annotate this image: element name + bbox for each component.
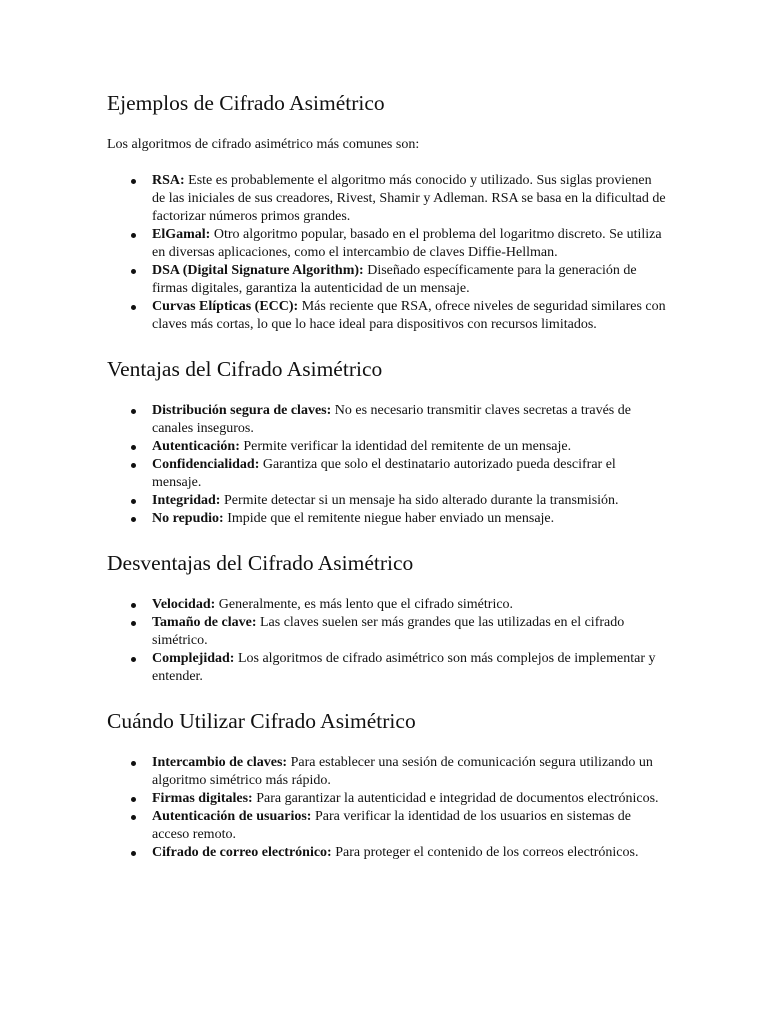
item-term: Complejidad: <box>152 651 235 666</box>
section-heading: Cuándo Utilizar Cifrado Asimétrico <box>107 709 416 733</box>
list-item <box>152 808 667 844</box>
item-text: Permite verificar la identidad del remitente de un mensaje. <box>239 439 572 454</box>
item-text: Para verificar la identidad de los usuarios en sistemas de acceso remoto. <box>152 809 632 842</box>
section-desventajas <box>107 548 667 686</box>
item-text: Para establecer una sesión de comunicación segura utilizando un algoritmo simétrico más rápido. <box>152 755 653 788</box>
item-term: Autenticación de usuarios: <box>152 809 312 824</box>
item-term: Intercambio de claves: <box>152 755 288 770</box>
list-item <box>152 510 667 528</box>
bullet-list <box>107 172 667 334</box>
item-text: Garantiza que solo el destinatario autorizado pueda descifrar el mensaje. <box>152 457 616 490</box>
bullet-list <box>107 754 667 862</box>
item-text: Otro algoritmo popular, basado en el problema del logaritmo discreto. Se utiliza en diversas aplicaciones, como el intercambio de claves Diffie-Hellman. <box>152 227 662 260</box>
item-text: Los algoritmos de cifrado asimétrico son más complejos de implementar y entender. <box>152 651 656 684</box>
item-term: Distribución segura de claves: <box>152 403 332 418</box>
bullet-list <box>107 596 667 686</box>
list-item <box>152 438 667 456</box>
item-term: Curvas Elípticas (ECC): <box>152 299 299 314</box>
section-ventajas <box>107 354 667 528</box>
item-term: Autenticación: <box>152 439 240 454</box>
list-item <box>152 492 667 510</box>
item-text: Para proteger el contenido de los correos electrónicos. <box>331 845 639 860</box>
item-term: Tamaño de clave: <box>152 615 257 630</box>
item-text: Para garantizar la autenticidad e integridad de documentos electrónicos. <box>252 791 659 806</box>
list-item <box>152 614 667 650</box>
section-heading: Ejemplos de Cifrado Asimétrico <box>107 91 385 115</box>
item-text: No es necesario transmitir claves secretas a través de canales inseguros. <box>152 403 631 436</box>
list-item <box>152 596 667 614</box>
item-term: Firmas digitales: <box>152 791 253 806</box>
list-item <box>152 172 667 226</box>
list-item <box>152 298 667 334</box>
list-item <box>152 844 667 862</box>
item-text: Las claves suelen ser más grandes que las utilizadas en el cifrado simétrico. <box>152 615 625 648</box>
list-item <box>152 226 667 262</box>
document-page <box>107 88 667 862</box>
item-text: Más reciente que RSA, ofrece niveles de seguridad similares con claves más cortas, lo que lo hace ideal para dispositivos con recursos limitados. <box>152 299 666 332</box>
item-term: RSA: <box>152 173 185 188</box>
item-text: Este es probablemente el algoritmo más conocido y utilizado. Sus siglas provienen de las iniciales de sus creadores, Rivest, Shamir y Adleman. RSA se basa en la dificultad de factorizar números primos grandes. <box>152 173 666 224</box>
item-text: Permite detectar si un mensaje ha sido alterado durante la transmisión. <box>220 493 619 508</box>
bullet-list <box>107 402 667 528</box>
list-item <box>152 754 667 790</box>
item-term: Cifrado de correo electrónico: <box>152 845 332 860</box>
item-term: Integridad: <box>152 493 221 508</box>
list-item <box>152 402 667 438</box>
section-heading: Desventajas del Cifrado Asimétrico <box>107 551 414 575</box>
section-heading: Ventajas del Cifrado Asimétrico <box>107 357 383 381</box>
item-term: ElGamal: <box>152 227 211 242</box>
section-ejemplos <box>107 88 667 334</box>
list-item <box>152 650 667 686</box>
section-cuando-utilizar <box>107 706 667 862</box>
item-text: Diseñado específicamente para la generación de firmas digitales, garantiza la autenticidad de un mensaje. <box>152 263 637 296</box>
item-term: Confidencialidad: <box>152 457 260 472</box>
section-intro: Los algoritmos de cifrado asimétrico más comunes son: <box>107 137 420 152</box>
item-text: Impide que el remitente niegue haber enviado un mensaje. <box>223 511 555 526</box>
list-item <box>152 790 667 808</box>
list-item <box>152 456 667 492</box>
item-term: No repudio: <box>152 511 224 526</box>
item-term: DSA (Digital Signature Algorithm): <box>152 263 364 278</box>
item-text: Generalmente, es más lento que el cifrado simétrico. <box>215 597 514 612</box>
list-item <box>152 262 667 298</box>
item-term: Velocidad: <box>152 597 216 612</box>
